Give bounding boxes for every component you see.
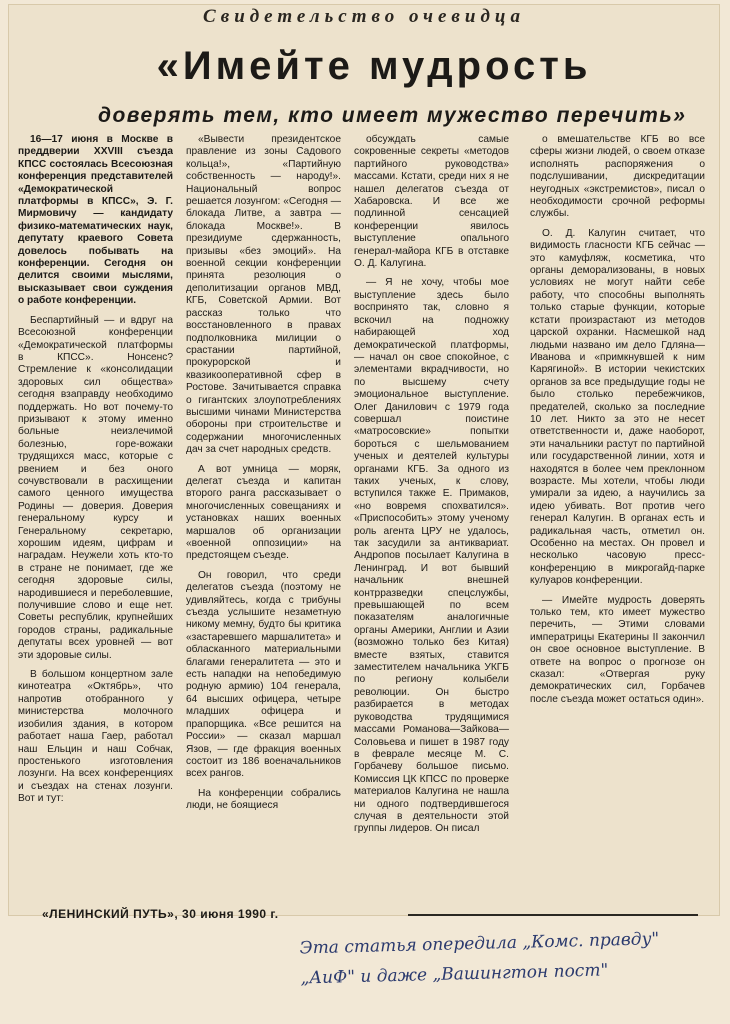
article-subheadline: доверять тем, кто имеет мужество перечить» [98, 104, 687, 127]
newspaper-clipping [8, 4, 720, 921]
text-column-1 [18, 134, 173, 894]
rubric-kicker: Свидетельство очевидца [203, 6, 525, 27]
paragraph: о вмешательстве КГБ во все сферы жизни людей, о своем отказе исполнять распоряжения о подслушивании, дискредитации неугодных «экстремистов», писал о необходимости срочной реформы службы. [530, 134, 705, 220]
text-column-2 [186, 134, 341, 894]
handwritten-line-1: Эта статья опередила „Комс. правду" [299, 929, 660, 959]
source-credit: «ЛЕНИНСКИЙ ПУТЬ», 30 июня 1990 г. [42, 907, 279, 921]
footer-divider [408, 914, 698, 916]
paragraph: Он говорил, что среди делегатов съезда (поэтому не удивляйтесь, когда с трибуны съезда услышите незаметную никому мемну, будто бы критика «застаревшего маршалитета» и обласканного материальными благами генералитета — это и есть нападки на непобедимую родную армию) 104 генерала, 64 высших офицера, четыре младших офицера и прапорщика. «Все решится на России» — сказал маршал Язов, — где фракция военных состоит из 186 военачальников всех рангов. [186, 569, 341, 780]
article-headline: «Имейте мудрость [156, 44, 592, 88]
paragraph: О. Д. Калугин считает, что видимость гласности КГБ сейчас — это камуфляж, косметика, что органы деморализованы, в новых условиях не могут найти себе работу, что способны выполнять только старые функции, которые кстати произрастают из методов царской охранки. Насмешкой над людьми названо им дело Гдляна—Иванова и «примкнувшей к ним Карягиной». В истории чекистских органов за все предыдущие годы не было столько перебежчиков, предателей, сколько за последние 10 лет. Никто за это не несет ответственности и, даже наоборот, эти начальники растут по партийной или государственной линии, хотя и находятся в более чем преклонном возрасте. Мы хотели, чтобы люди умирали за идею, а научились за идею убивать. Вот против чего генерал Калугин. В органах есть и радикальная часть, отметил он. Особенно на местах. Он провел и несколько часовую пресс-конференцию в микрогайд-парке кулуаров конференции. [530, 227, 705, 587]
paragraph: А вот умница — моряк, делегат съезда и капитан второго ранга рассказывает о многочисленных совещаниях и установках наших военных маршалов об организации «военной оппозиции» на предстоящем съезде. [186, 463, 341, 562]
lead-paragraph: 16—17 июня в Москве в преддверии XXVIII съезда КПСС состоялась Всесоюзная конференция представителей «Демократической платформы в КПСС», Э. Г. Мирмовичу — кандидату физико-математических наук, депутату краевого Совета довелось побывать на конференции. Сегодня он делится своими мыслями, высказывает свои суждения о работе конференции. [18, 134, 173, 307]
paragraph: На конференции собрались люди, не боящиеся [186, 787, 341, 812]
paragraph: — Имейте мудрость доверять только тем, кто имеет мужество перечить, — Этими словами императрицы Екатерины II закончил он свое основное выступление. В ответе на вопрос о прогнозе он сказал: «Отвергая руку демократических сил, Горбачев после съезда может остаться один». [530, 594, 705, 705]
text-column-3 [354, 134, 509, 894]
handwritten-annotation [299, 923, 720, 994]
text-column-4 [530, 134, 705, 894]
handwritten-line-2: „АиФ" и даже „Вашингтон пост" [300, 960, 609, 989]
paragraph: обсуждать самые сокровенные секреты «методов партийного руководства» массами. Кстати, среди них я не нашел делегатов съезда от Хабаровска. И все же подлинной сенсацией конференции явилось выступление опального генерал-майора КГБ в отставке О. Д. Калугина. [354, 134, 509, 270]
paragraph: «Вывести президентское правление из зоны Садового кольца!», «Партийную собственность — народу!». Национальный вопрос решается лозунгом: «Сегодня — блокада Литве, а завтра — блокада Москве!». В президиуме сдержанность, призывы «без эмоций». На военной секции конференции принята резолюция о деполитизации органов МВД, КГБ, Советской Армии. Вот рассказ только что восстановленного в правах подполковника милиции о срастании партийной, прокурорской и квазикооперативной сфер в Ростове. Зачитывается справка о гигантских злоупотреблениях высшими чинами Министерства обороны при строительстве и содержании многочисленных дач за счет народных средств. [186, 134, 341, 456]
paragraph: Беспартийный — и вдруг на Всесоюзной конференции «Демократической платформы в КПСС». Нонсенс? Стремление к «консолидации здоровых сил общества» сегодня взаправду необходимо поддержать. Но вот почему-то призывают к этому именно больные неизлечимой болезнью, горе-вожаки трудящихся масс, которые с рвением и без оного сочувствовали в расхищении самого ценного имущества Родины — доверия. Доверия генеральному курсу и Генеральному секретарю, хорошим идеям, цифрам и наградам. Неужели хоть кто-то в стране не понимает, где же сегодня здоровые силы, народившиеся и переболевшие, получившие слово и еще нет. Советы республик, крупнейших городов страны, радикальные депутаты всех уровней — вот эти здоровые силы. [18, 314, 173, 661]
paragraph: В большом концертном зале кинотеатра «Октябрь», что напротив отобранного у министерства молочного изобилия здания, в котором работает наша Гаер, работал наш Ельцин и наш Собчак, простенького изготовления лозунги. На всех конференциях и съездах на стенах лозунги. Вот и тут: [18, 669, 173, 805]
paragraph: — Я не хочу, чтобы мое выступление здесь было воспринято так, словно я вскочил на подножку набирающей ход демократической платформы, — начал он свое спокойное, с элементами вкрадчивости, но по высшему счету эмоциональное выступление. Олег Данилович с 1979 года совершал поистине «матросовские» попытки бороться с шельмованием ученых и деятелей культуры органами КГБ. За одного из таких ученых, к слову, вступился также Е. Примаков, «но вовремя спохватился». «Приспособить» этому ученому роль агента ЦРУ не удалось, так засудили за антиквариат. Андропов посылает Калугина в Ленинград. И вот бывший начальник внешней контрразведки спецслужбы, превышающей по всем показателям аналогичные органы Америки, Англии и Азии (возможно только без Китая) вместе взятых, ставится заместителем начальника УКГБ по региону колыбели революции. Он быстро разбирается в методах руководства трудящимися массами Романова—Зайкова—Соловьева и пишет в 1987 году в феврале месяце М. С. Горбачеву большое письмо. Комиссия ЦК КПСС по проверке материалов Калугина не нашла ни одного подтвердившегося случая в деятельности этой группы лидеров. Он писал [354, 277, 509, 835]
